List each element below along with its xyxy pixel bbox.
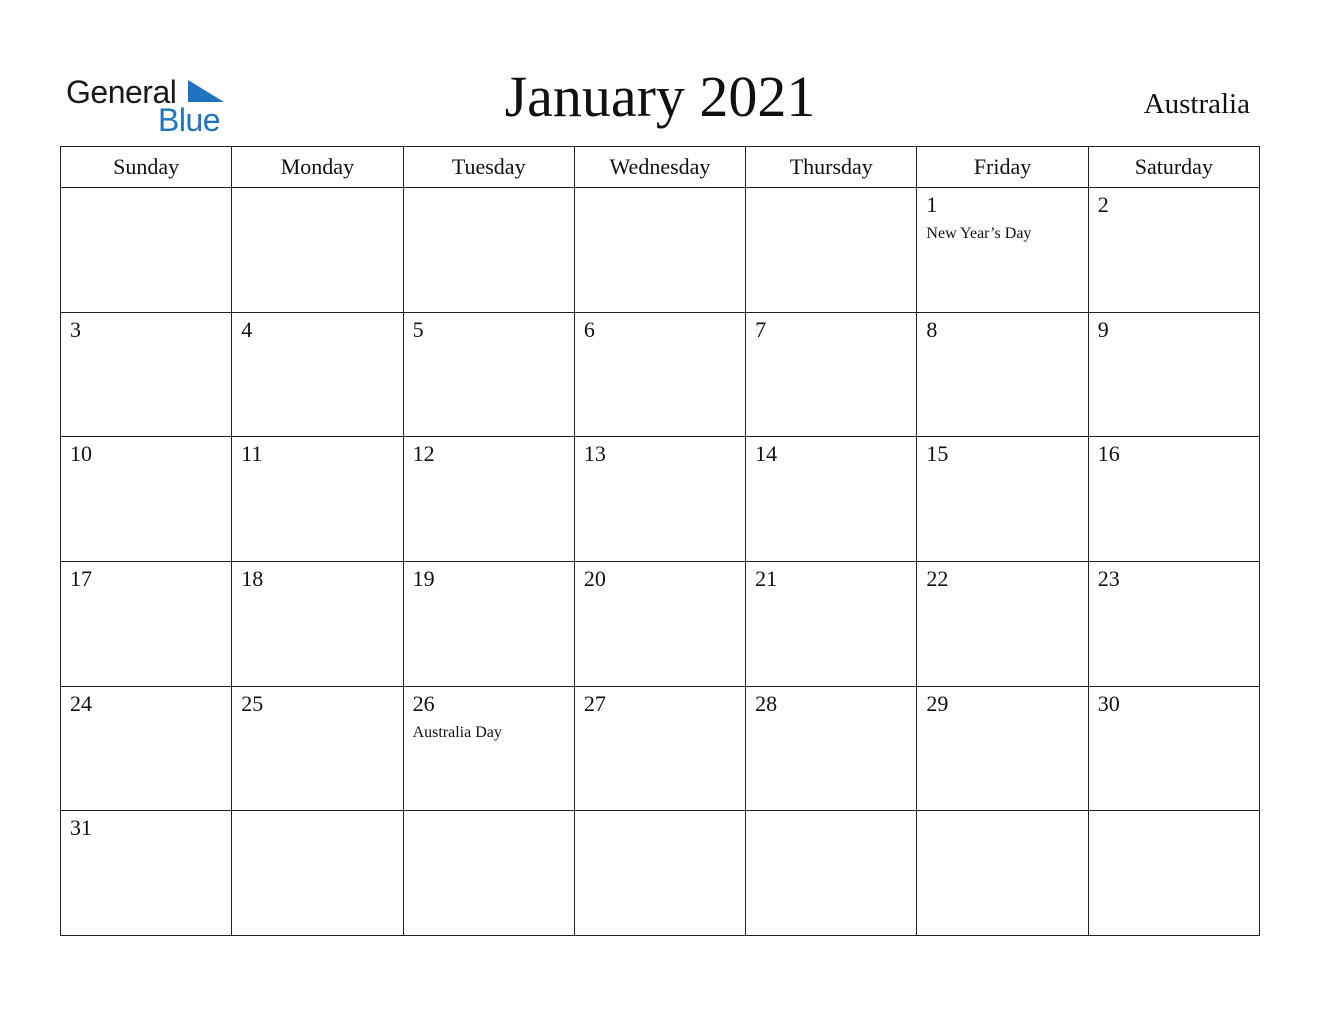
- day-cell: [1088, 312, 1259, 437]
- day-number: [404, 811, 574, 815]
- day-cell: [574, 188, 745, 313]
- day-cell: [403, 561, 574, 686]
- page-title: January 2021: [504, 64, 816, 129]
- day-number: 25: [241, 690, 264, 716]
- day-cell: [917, 811, 1088, 936]
- week-row: [61, 686, 1260, 811]
- weekday-header: Sunday: [61, 147, 232, 188]
- day-cell: [917, 188, 1088, 313]
- day-number: [61, 188, 231, 192]
- day-cell: [1088, 561, 1259, 686]
- calendar-grid: [60, 146, 1260, 936]
- day-cell: [746, 811, 917, 936]
- day-number: 7: [755, 316, 767, 342]
- weekday-header: Thursday: [746, 147, 917, 188]
- day-number: 28: [755, 690, 778, 716]
- day-number: 8: [926, 316, 938, 342]
- day-number: 12: [412, 441, 435, 467]
- day-cell: [574, 437, 745, 562]
- week-row: [61, 188, 1260, 313]
- day-number: 10: [70, 441, 92, 467]
- day-number: [232, 188, 402, 192]
- day-number: 31: [70, 815, 92, 841]
- day-cell: [574, 686, 745, 811]
- day-cell: [917, 312, 1088, 437]
- day-number: 29: [926, 690, 949, 716]
- day-number: 27: [583, 690, 606, 716]
- day-cell: [917, 561, 1088, 686]
- day-cell: [1088, 686, 1259, 811]
- day-cell: [574, 811, 745, 936]
- weekday-header-row: [61, 147, 1260, 188]
- day-cell: [61, 686, 232, 811]
- day-number: 16: [1097, 441, 1120, 467]
- day-number: [575, 188, 745, 192]
- holiday-label: Australia Day: [412, 723, 502, 741]
- day-number: 2: [1097, 192, 1109, 217]
- day-number: 11: [241, 441, 263, 467]
- week-row: [61, 437, 1260, 562]
- day-cell: [574, 561, 745, 686]
- day-cell: [403, 811, 574, 936]
- logo-flag-icon: [186, 78, 226, 104]
- day-number: [1089, 811, 1259, 815]
- day-number: [746, 811, 916, 815]
- day-cell: [746, 686, 917, 811]
- day-cell: [232, 561, 403, 686]
- day-number: 6: [583, 316, 595, 342]
- day-number: [917, 811, 1087, 815]
- day-number: [575, 811, 745, 815]
- day-number: 19: [412, 565, 435, 591]
- day-cell: [917, 686, 1088, 811]
- day-cell: [61, 437, 232, 562]
- day-cell: [61, 561, 232, 686]
- day-cell: [61, 811, 232, 936]
- day-cell: [574, 312, 745, 437]
- day-number: 9: [1097, 316, 1109, 342]
- week-row: [61, 811, 1260, 936]
- day-cell: [746, 312, 917, 437]
- weekday-header: Tuesday: [403, 147, 574, 188]
- generalblue-logo: [66, 74, 236, 136]
- day-number: 3: [70, 316, 81, 342]
- day-cell: [403, 437, 574, 562]
- day-number: 30: [1097, 690, 1120, 716]
- day-number: 20: [583, 565, 606, 591]
- day-number: 22: [926, 565, 949, 591]
- day-cell: [61, 188, 232, 313]
- day-number: 5: [412, 316, 424, 342]
- day-cell: [232, 437, 403, 562]
- day-cell: [232, 312, 403, 437]
- day-cell: [746, 188, 917, 313]
- day-cell: [917, 437, 1088, 562]
- week-row: [61, 312, 1260, 437]
- logo-text-general: General: [66, 74, 177, 110]
- day-cell: [232, 686, 403, 811]
- weekday-header: Friday: [917, 147, 1088, 188]
- logo-text-blue: Blue: [158, 102, 221, 138]
- day-cell: [746, 561, 917, 686]
- country-label: Australia: [1143, 88, 1250, 120]
- day-cell: [403, 312, 574, 437]
- weekday-header: Wednesday: [574, 147, 745, 188]
- day-cell: [232, 188, 403, 313]
- day-number: 1: [926, 192, 938, 217]
- day-number: 18: [241, 565, 264, 591]
- weekday-header: Saturday: [1088, 147, 1259, 188]
- day-cell: [61, 312, 232, 437]
- weekday-header: Monday: [232, 147, 403, 188]
- day-cell: [232, 811, 403, 936]
- day-number: 14: [755, 441, 778, 467]
- day-cell: [1088, 811, 1259, 936]
- day-cell: [746, 437, 917, 562]
- day-number: 4: [241, 316, 253, 342]
- day-number: 17: [70, 565, 92, 591]
- day-number: 15: [926, 441, 949, 467]
- day-number: 23: [1097, 565, 1120, 591]
- day-number: 26: [412, 690, 435, 716]
- day-number: 21: [755, 565, 778, 591]
- day-number: [232, 811, 402, 815]
- day-cell: [403, 188, 574, 313]
- day-cell: [1088, 188, 1259, 313]
- day-cell: [1088, 437, 1259, 562]
- day-number: [404, 188, 574, 192]
- week-row: [61, 561, 1260, 686]
- day-number: 13: [583, 441, 606, 467]
- day-cell: [403, 686, 574, 811]
- day-number: [746, 188, 916, 192]
- holiday-label: New Year’s Day: [926, 225, 1032, 242]
- day-number: 24: [70, 690, 92, 716]
